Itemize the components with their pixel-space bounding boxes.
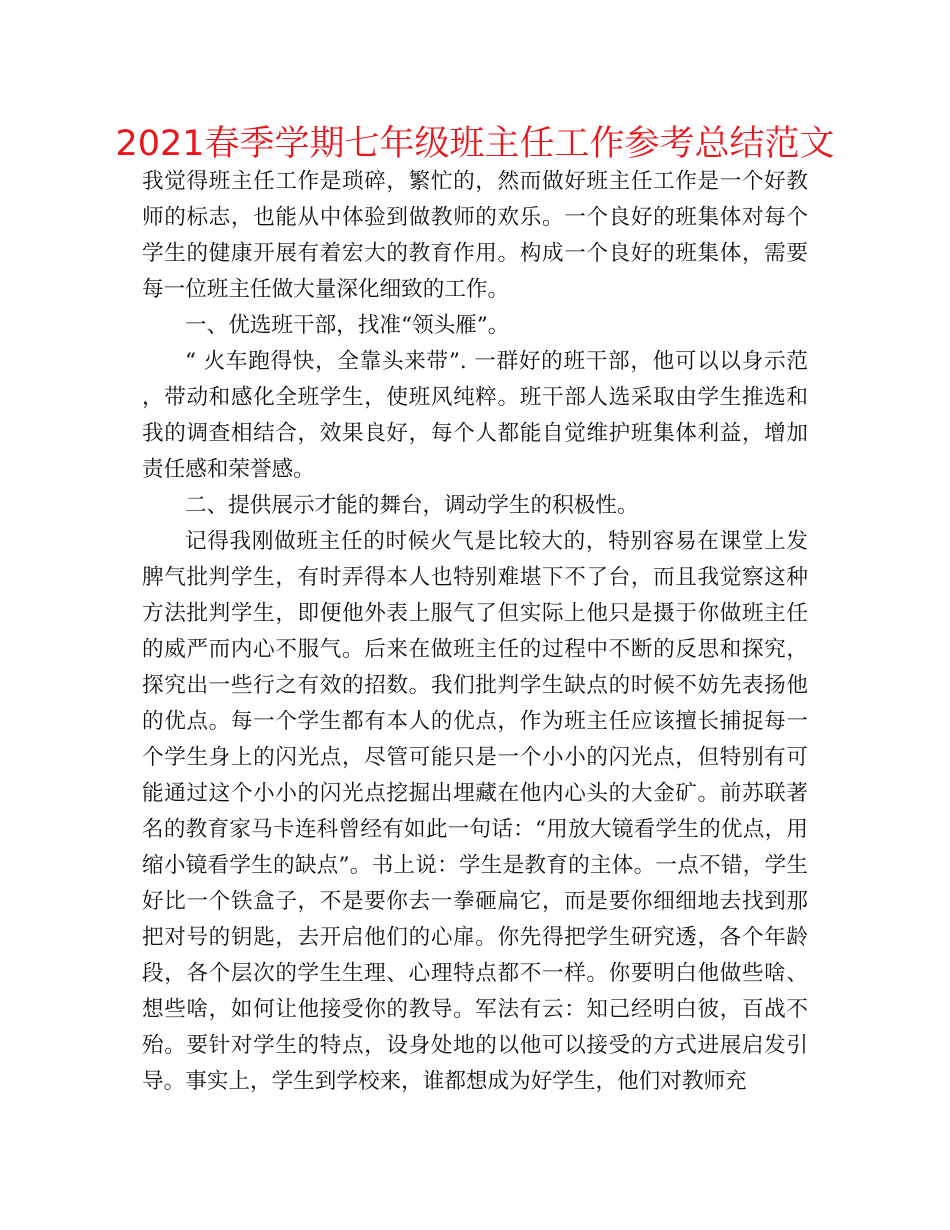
paragraph-section-1-heading: 一、优选班干部，找准“领头雁”。 — [185, 313, 510, 338]
paragraph-section-1-body: “ 火车跑得快，全靠头来带”. 一群好的班干部，他可以以身示范，带动和感化全班学生，使班风纯粹。班干部人选采取由学生推选和我的调查相结合，效果良好，每个人都能自觉维护班集体利益，增加责任感和荣誉感。 — [142, 349, 808, 482]
document-title: 2021春季学期七年级班主任工作参考总结范文 — [115, 124, 835, 164]
document-body — [142, 164, 808, 1100]
paragraph-section-2-body: 记得我刚做班主任的时候火气是比较大的，特别容易在课堂上发脾气批判学生，有时弄得本人也特别难堪下不了台，而且我觉察这种方法批判学生，即便他外表上服气了但实际上他只是摄于你做班主任的威严而内心不服气。后来在做班主任的过程中不断的反思和探究，探究出一些行之有效的招数。我们批判学生缺点的时候不妨先表扬他的优点。每一个学生都有本人的优点，作为班主任应该擅长捕捉每一个学生身上的闪光点，尽管可能只是一个小小的闪光点，但特别有可能通过这个小小的闪光点挖掘出埋藏在他内心头的大金矿。前苏联著名的教育家马卡连科曾经有如此一句话：“用放大镜看学生的优点，用缩小镜看学生的缺点”。书上说：学生是教育的主体。一点不错，学生好比一个铁盒子，不是要你去一拳砸扁它，而是要你细细地去找到那把对号的钥匙，去开启他们的心扉。你先得把学生研究透，各个年龄段，各个层次的学生生理、心理特点都不一样。你要明白他做些啥、想些啥，如何让他接受你的教导。军法有云：知己经明白彼，百战不殆。要针对学生的特点，设身处地的以他可以接受的方式进展启发引导。事实上，学生到学校来，谁都想成为好学生，他们对教师充 — [142, 529, 808, 1094]
paragraph-intro: 我觉得班主任工作是琐碎，繁忙的，然而做好班主任工作是一个好教师的标志，也能从中体验到做教师的欢乐。一个良好的班集体对每个学生的健康开展有着宏大的教育作用。构成一个良好的班集体，需要每一位班主任做大量深化细致的工作。 — [142, 169, 808, 302]
paragraph-section-2-heading: 二、提供展示才能的舞台，调动学生的积极性。 — [185, 493, 639, 518]
